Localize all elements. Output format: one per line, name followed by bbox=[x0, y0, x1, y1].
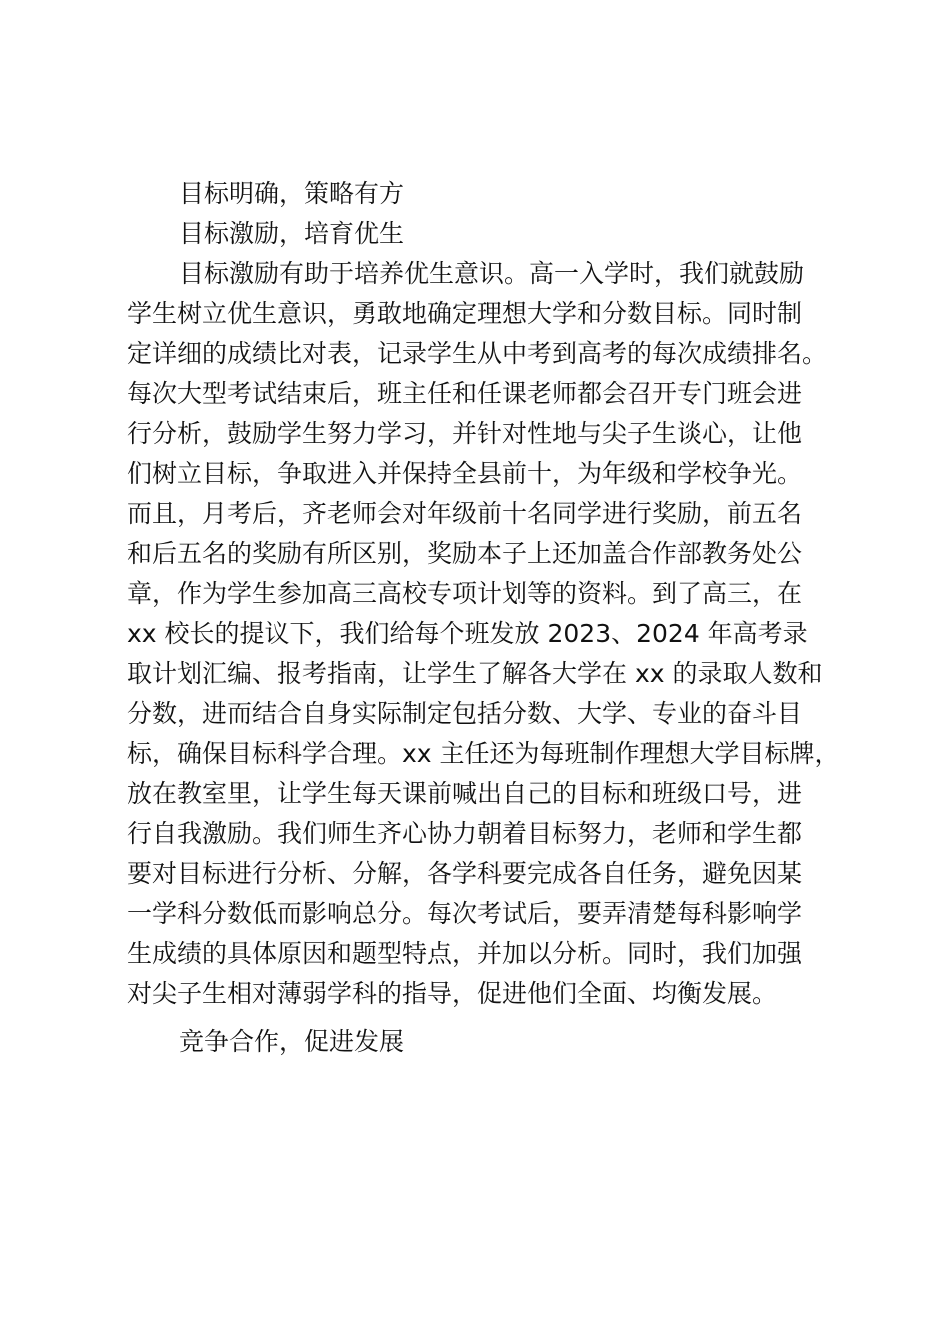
body-paragraph bbox=[127, 254, 847, 1014]
section-heading-goals: 目标明确，策略有方 bbox=[179, 179, 405, 208]
paragraph-line: 行分析，鼓励学生努力学习，并针对性地与尖子生谈心，让他 bbox=[127, 419, 803, 448]
paragraph-line: 取计划汇编、报考指南，让学生了解各大学在 xx 的录取人数和 bbox=[127, 659, 823, 688]
paragraph-line: 行自我激励。我们师生齐心协力朝着目标努力，老师和学生都 bbox=[127, 819, 803, 848]
paragraph-line: 定详细的成绩比对表，记录学生从中考到高考的每次成绩排名。 bbox=[127, 339, 828, 368]
section-heading-motivation: 目标激励，培育优生 bbox=[179, 219, 405, 248]
paragraph-line: 章，作为学生参加高三高校专项计划等的资料。到了高三，在 bbox=[127, 579, 803, 608]
paragraph-line: 放在教室里，让学生每天课前喊出自己的目标和班级口号，进 bbox=[127, 779, 803, 808]
paragraph-line: 标，确保目标科学合理。xx 主任还为每班制作理想大学目标牌， bbox=[127, 739, 840, 768]
document-body bbox=[127, 174, 847, 1062]
paragraph-line: 分数，进而结合自身实际制定包括分数、大学、专业的奋斗目 bbox=[127, 699, 803, 728]
paragraph-line: 而且，月考后，齐老师会对年级前十名同学进行奖励，前五名 bbox=[127, 499, 803, 528]
paragraph-line: 一学科分数低而影响总分。每次考试后，要弄清楚每科影响学 bbox=[127, 899, 803, 928]
paragraph-line: 对尖子生相对薄弱学科的指导，促进他们全面、均衡发展。 bbox=[127, 979, 778, 1008]
paragraph-line: 生成绩的具体原因和题型特点，并加以分析。同时，我们加强 bbox=[127, 939, 803, 968]
paragraph-line: 学生树立优生意识，勇敢地确定理想大学和分数目标。同时制 bbox=[127, 299, 803, 328]
paragraph-line: 要对目标进行分析、分解，各学科要完成各自任务，避免因某 bbox=[127, 859, 803, 888]
paragraph-line: xx 校长的提议下，我们给每个班发放 2023、2024 年高考录 bbox=[127, 619, 808, 648]
paragraph-line: 每次大型考试结束后，班主任和任课老师都会召开专门班会进 bbox=[127, 379, 803, 408]
paragraph-line: 目标激励有助于培养优生意识。高一入学时，我们就鼓励 bbox=[179, 259, 805, 288]
paragraph-line: 和后五名的奖励有所区别，奖励本子上还加盖合作部教务处公 bbox=[127, 539, 803, 568]
section-heading-competition: 竞争合作，促进发展 bbox=[179, 1027, 405, 1056]
paragraph-line: 们树立目标，争取进入并保持全县前十，为年级和学校争光。 bbox=[127, 459, 803, 488]
